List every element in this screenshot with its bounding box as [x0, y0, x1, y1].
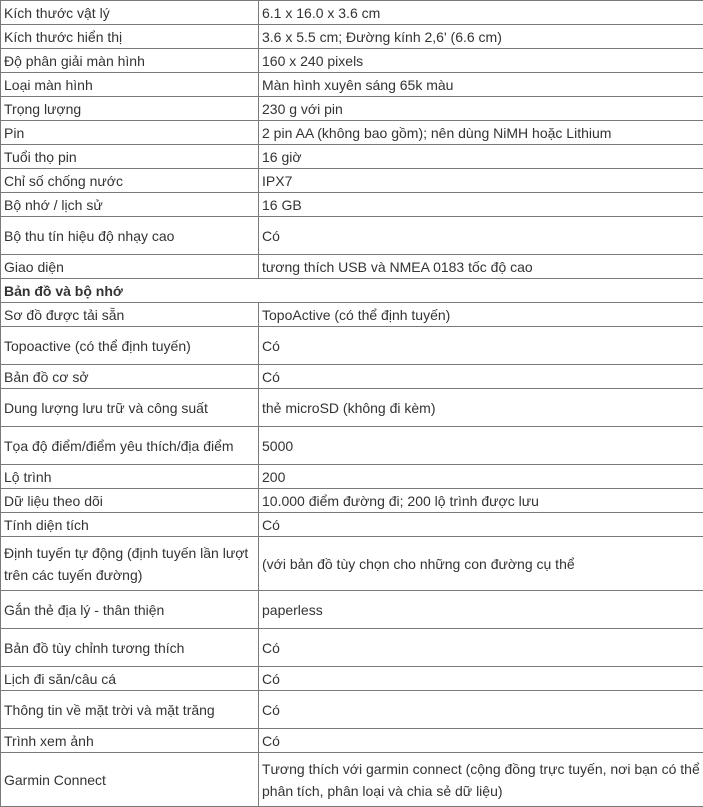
table-row	[1, 513, 703, 537]
spec-value: Có	[259, 667, 703, 691]
spec-label: Tọa độ điểm/điểm yêu thích/địa điểm	[1, 427, 259, 465]
spec-label: Topoactive (có thể định tuyến)	[1, 327, 259, 365]
table-row	[1, 145, 703, 169]
spec-label: Trình xem ảnh	[1, 729, 259, 753]
spec-value: TopoActive (có thể định tuyến)	[259, 303, 703, 327]
spec-label: Dữ liệu theo dõi	[1, 489, 259, 513]
table-row	[1, 691, 703, 729]
spec-label: Thông tin về mặt trời và mặt trăng	[1, 691, 259, 729]
section-row	[1, 279, 703, 303]
spec-label: Garmin Connect	[1, 753, 259, 807]
spec-label: Lịch đi săn/câu cá	[1, 667, 259, 691]
spec-label: Loại màn hình	[1, 73, 259, 97]
table-row	[1, 73, 703, 97]
table-row	[1, 389, 703, 427]
table-row	[1, 365, 703, 389]
table-row	[1, 427, 703, 465]
spec-value: 200	[259, 465, 703, 489]
spec-value: (với bản đồ tùy chọn cho những con đường cụ thể	[259, 537, 703, 591]
spec-value: 5000	[259, 427, 703, 465]
spec-label: Lộ trình	[1, 465, 259, 489]
spec-label: Bộ thu tín hiệu độ nhạy cao	[1, 217, 259, 255]
spec-label: Độ phân giải màn hình	[1, 49, 259, 73]
table-row	[1, 169, 703, 193]
spec-label: Bản đồ cơ sở	[1, 365, 259, 389]
spec-value: Có	[259, 729, 703, 753]
spec-value: Có	[259, 629, 703, 667]
spec-label: Bản đồ tùy chỉnh tương thích	[1, 629, 259, 667]
table-row	[1, 465, 703, 489]
spec-label: Giao diện	[1, 255, 259, 279]
spec-label: Pin	[1, 121, 259, 145]
spec-value: Tương thích với garmin connect (cộng đồng trực tuyến, nơi bạn có thể phân tích, phân loại và chia sẻ dữ liệu)	[259, 753, 703, 807]
spec-label: Kích thước hiển thị	[1, 25, 259, 49]
table-row	[1, 121, 703, 145]
spec-value: 2 pin AA (không bao gồm); nên dùng NiMH hoặc Lithium	[259, 121, 703, 145]
spec-value: Có	[259, 327, 703, 365]
spec-value: 230 g với pin	[259, 97, 703, 121]
spec-value: 16 giờ	[259, 145, 703, 169]
spec-value: Có	[259, 217, 703, 255]
table-row	[1, 25, 703, 49]
spec-value: 16 GB	[259, 193, 703, 217]
spec-value: Màn hình xuyên sáng 65k màu	[259, 73, 703, 97]
table-row	[1, 1, 703, 25]
spec-label: Gắn thẻ địa lý - thân thiện	[1, 591, 259, 629]
spec-label: Kích thước vật lý	[1, 1, 259, 25]
spec-label: Định tuyến tự động (định tuyến lần lượt trên các tuyến đường)	[1, 537, 259, 591]
table-row	[1, 217, 703, 255]
spec-value: Có	[259, 513, 703, 537]
spec-value: paperless	[259, 591, 703, 629]
spec-label: Sơ đồ được tải sẵn	[1, 303, 259, 327]
table-row	[1, 591, 703, 629]
table-row	[1, 729, 703, 753]
spec-value: 10.000 điểm đường đi; 200 lộ trình được lưu	[259, 489, 703, 513]
table-row	[1, 667, 703, 691]
spec-value: Có	[259, 365, 703, 389]
spec-value: 6.1 x 16.0 x 3.6 cm	[259, 1, 703, 25]
section-heading: Bản đồ và bộ nhớ	[1, 279, 703, 303]
spec-value: 3.6 x 5.5 cm; Đường kính 2,6' (6.6 cm)	[259, 25, 703, 49]
table-row	[1, 327, 703, 365]
table-row	[1, 303, 703, 327]
spec-label: Trọng lượng	[1, 97, 259, 121]
spec-value: 160 x 240 pixels	[259, 49, 703, 73]
spec-label: Bộ nhớ / lịch sử	[1, 193, 259, 217]
table-row	[1, 193, 703, 217]
spec-label: Tuổi thọ pin	[1, 145, 259, 169]
table-row	[1, 629, 703, 667]
table-row	[1, 97, 703, 121]
spec-value: IPX7	[259, 169, 703, 193]
table-row	[1, 49, 703, 73]
spec-label: Dung lượng lưu trữ và công suất	[1, 389, 259, 427]
spec-value: thẻ microSD (không đi kèm)	[259, 389, 703, 427]
spec-value: tương thích USB và NMEA 0183 tốc độ cao	[259, 255, 703, 279]
table-row	[1, 255, 703, 279]
spec-label: Tính diện tích	[1, 513, 259, 537]
table-row	[1, 537, 703, 591]
spec-value: Có	[259, 691, 703, 729]
table-row	[1, 753, 703, 807]
table-row	[1, 489, 703, 513]
spec-label: Chỉ số chống nước	[1, 169, 259, 193]
